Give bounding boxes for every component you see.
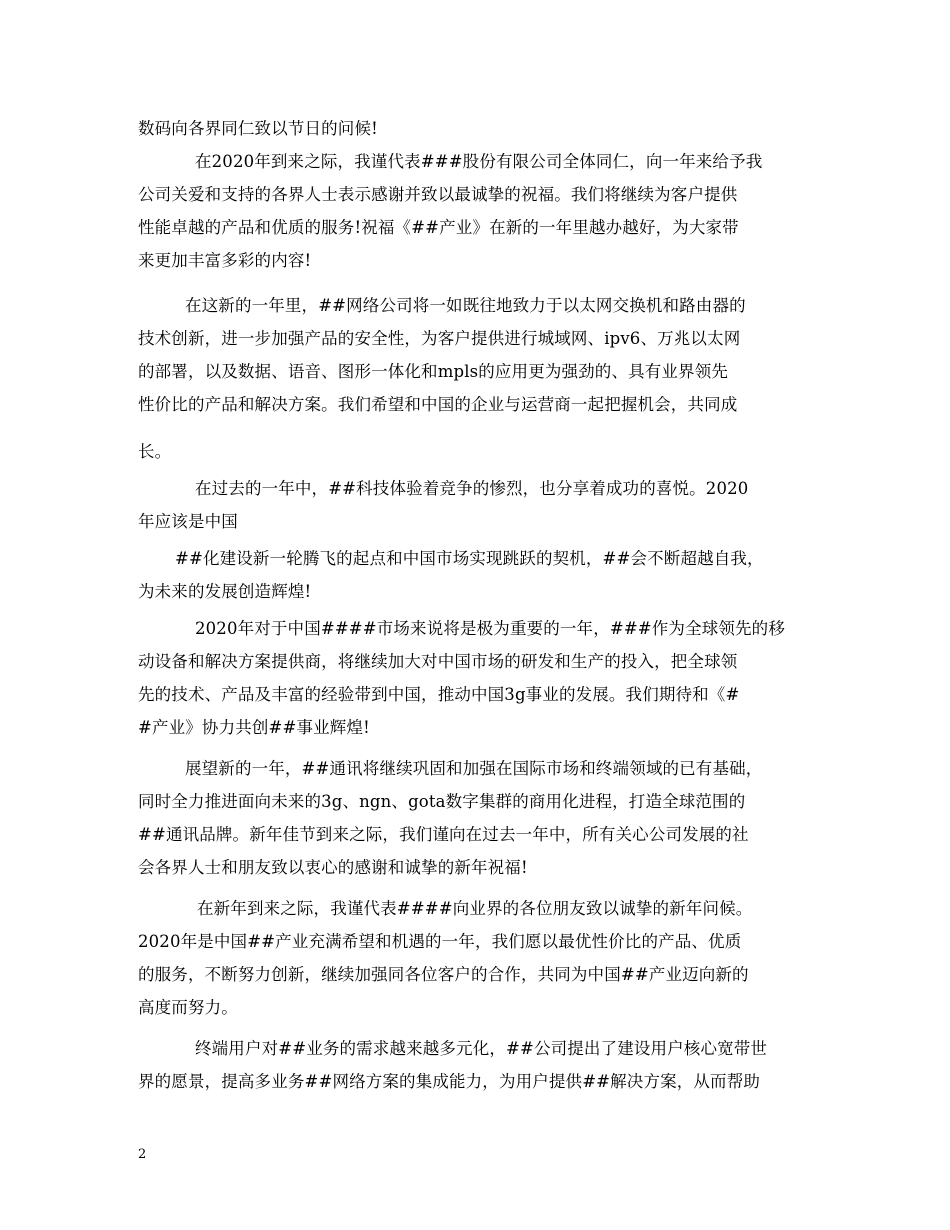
text-line: 展望新的一年，##通讯将继续巩固和加强在国际市场和终端领域的已有基础，: [185, 759, 763, 778]
text-line: 长。: [138, 442, 172, 461]
text-line: 先的技术、产品及丰富的经验带到中国，推动中国3g事业的发展。我们期待和《#: [138, 685, 740, 704]
text-line: 在这新的一年里，##网络公司将一如既往地致力于以太网交换机和路由器的: [185, 296, 746, 315]
text-line: 技术创新，进一步加强产品的安全性，为客户提供进行城域网、ipv6、万兆以太网: [138, 329, 741, 348]
text-line: 2020年是中国##产业充满希望和机遇的一年，我们愿以最优性价比的产品、优质: [138, 932, 742, 951]
text-line: 终端用户对##业务的需求越来越多元化，##公司提出了建设用户核心宽带世: [195, 1039, 768, 1058]
text-line: ##化建设新一轮腾飞的起点和中国市场实现跳跃的契机，##会不断超越自我，: [175, 549, 764, 568]
text-line: 性能卓越的产品和优质的服务!祝福《##产业》在新的一年里越办越好，为大家带: [138, 218, 739, 237]
text-line: 公司关爱和支持的各界人士表示感谢并致以最诚挚的祝福。我们将继续为客户提供: [138, 185, 738, 204]
text-line: 动设备和解决方案提供商，将继续加大对中国市场的研发和生产的投入，把全球领: [138, 652, 738, 671]
text-line: 在新年到来之际，我谨代表####向业界的各位朋友致以诚挚的新年问候。: [197, 899, 753, 918]
text-line: 为未来的发展创造辉煌!: [138, 582, 312, 601]
text-line: 在2020年到来之际，我谨代表###股份有限公司全体同仁，向一年来给予我: [195, 152, 763, 171]
text-line: 界的愿景，提高多业务##网络方案的集成能力，为用户提供##解决方案，从而帮助: [138, 1072, 761, 1091]
text-line: 在过去的一年中，##科技体验着竞争的惨烈，也分享着成功的喜悦。2020: [195, 479, 749, 498]
text-line: 来更加丰富多彩的内容!: [138, 251, 312, 270]
page-number: 2: [138, 1147, 147, 1162]
text-line: #产业》协力共创##事业辉煌!: [138, 718, 370, 737]
text-line: 同时全力推进面向未来的3g、ngn、gota数字集群的商用化进程，打造全球范围的: [138, 792, 746, 811]
text-line: 的部署，以及数据、语音、图形一体化和mpls的应用更为强劲的、具有业界领先: [138, 362, 729, 381]
text-line: 2020年对于中国####市场来说将是极为重要的一年，###作为全球领先的移: [195, 619, 785, 638]
text-line: 的服务，不断努力创新，继续加强同各位客户的合作，共同为中国##产业迈向新的: [138, 965, 749, 984]
text-line: 数码向各界同仁致以节日的问候!: [138, 119, 378, 138]
text-line: 年应该是中国: [138, 512, 238, 531]
text-line: 会各界人士和朋友致以衷心的感谢和诚挚的新年祝福!: [138, 858, 528, 877]
text-line: 性价比的产品和解决方案。我们希望和中国的企业与运营商一起把握机会，共同成: [138, 395, 738, 414]
text-line: ##通讯品牌。新年佳节到来之际，我们谨向在过去一年中，所有关心公司发展的社: [138, 825, 749, 844]
text-line: 高度而努力。: [138, 998, 238, 1017]
